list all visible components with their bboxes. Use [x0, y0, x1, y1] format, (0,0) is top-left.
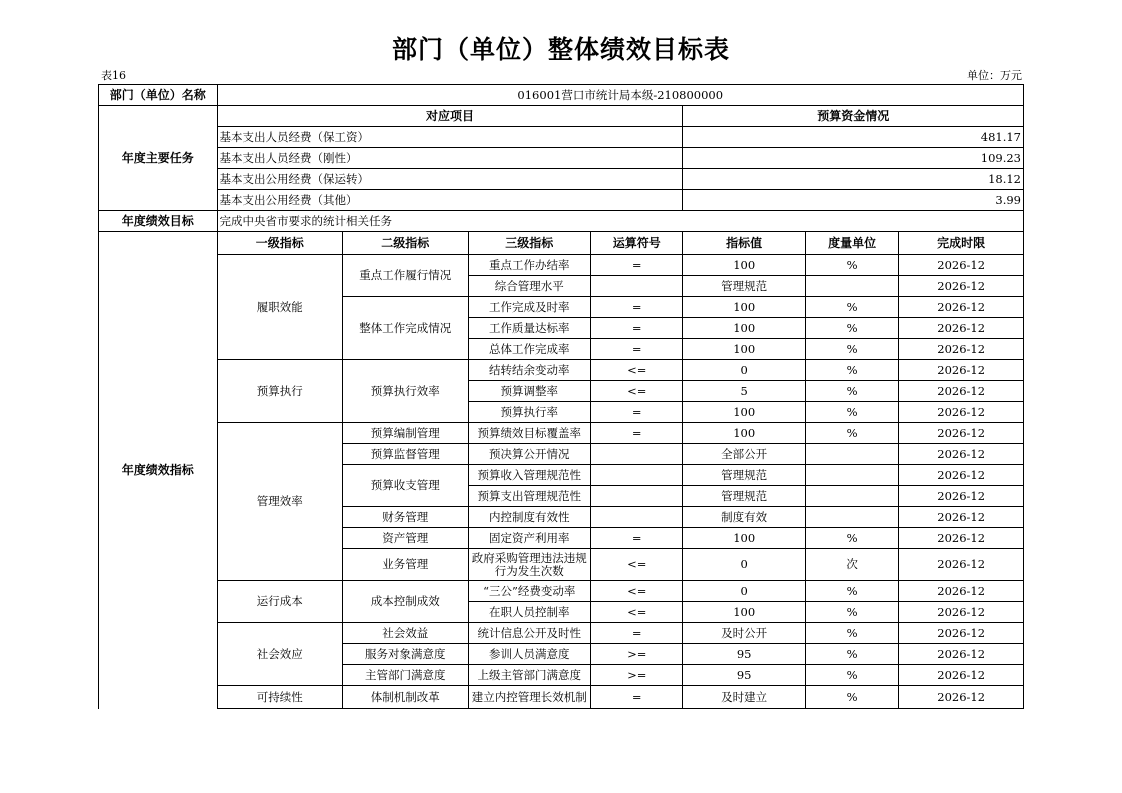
level2-cell: 财务管理: [343, 507, 469, 528]
task-amount: 109.23: [683, 148, 1024, 169]
level3-cell: 内控制度有效性: [468, 507, 591, 528]
indicator-row: [99, 581, 1024, 602]
task-item: 基本支出公用经费（保运转）: [217, 169, 683, 190]
level2-cell: 体制机制改革: [343, 686, 469, 709]
level3-cell: 预算收入管理规范性: [468, 465, 591, 486]
operator-cell: <=: [591, 381, 683, 402]
unit-cell: %: [805, 360, 898, 381]
operator-cell: <=: [591, 581, 683, 602]
deadline-cell: 2026-12: [899, 423, 1024, 444]
deadline-cell: 2026-12: [899, 486, 1024, 507]
operator-cell: [591, 486, 683, 507]
unit-cell: [805, 444, 898, 465]
indicator-header-row: [99, 232, 1024, 255]
value-cell: 及时建立: [683, 686, 806, 709]
unit-cell: 次: [805, 549, 898, 581]
operator-cell: =: [591, 402, 683, 423]
operator-cell: <=: [591, 360, 683, 381]
value-cell: 100: [683, 423, 806, 444]
level1-cell: 预算执行: [217, 360, 343, 423]
unit-cell: %: [805, 602, 898, 623]
deadline-cell: 2026-12: [899, 297, 1024, 318]
unit-cell: %: [805, 402, 898, 423]
col-item-header: 对应项目: [217, 106, 683, 127]
level3-cell: 预算执行率: [468, 402, 591, 423]
value-cell: 制度有效: [683, 507, 806, 528]
header-level2: 二级指标: [343, 232, 469, 255]
operator-cell: =: [591, 686, 683, 709]
level1-cell: 履职效能: [217, 255, 343, 360]
goal-row: [99, 211, 1024, 232]
task-item: 基本支出人员经费（刚性）: [217, 148, 683, 169]
unit-cell: %: [805, 665, 898, 686]
level3-cell: 参训人员满意度: [468, 644, 591, 665]
level3-cell: 结转结余变动率: [468, 360, 591, 381]
value-cell: 管理规范: [683, 276, 806, 297]
task-row: [99, 148, 1024, 169]
page-title: 部门（单位）整体绩效目标表: [391, 35, 730, 64]
deadline-cell: 2026-12: [899, 360, 1024, 381]
operator-cell: [591, 465, 683, 486]
operator-cell: =: [591, 255, 683, 276]
operator-cell: [591, 444, 683, 465]
value-cell: 0: [683, 549, 806, 581]
task-amount: 481.17: [683, 127, 1024, 148]
unit-label: 单位：万元: [967, 69, 1022, 82]
level2-cell: 重点工作履行情况: [343, 255, 469, 297]
indicator-row: [99, 686, 1024, 709]
unit-cell: %: [805, 423, 898, 444]
unit-cell: %: [805, 255, 898, 276]
operator-cell: >=: [591, 665, 683, 686]
level1-cell: 管理效率: [217, 423, 343, 581]
operator-cell: =: [591, 318, 683, 339]
level3-cell: 预算调整率: [468, 381, 591, 402]
dept-value: 016001营口市统计局本级-210800000: [217, 85, 1024, 106]
operator-cell: <=: [591, 549, 683, 581]
unit-cell: [805, 276, 898, 297]
deadline-cell: 2026-12: [899, 444, 1024, 465]
unit-cell: %: [805, 581, 898, 602]
deadline-cell: 2026-12: [899, 465, 1024, 486]
level3-cell: 预算支出管理规范性: [468, 486, 591, 507]
deadline-cell: 2026-12: [899, 507, 1024, 528]
deadline-cell: 2026-12: [899, 339, 1024, 360]
unit-cell: [805, 507, 898, 528]
level3-cell: 综合管理水平: [468, 276, 591, 297]
value-cell: 100: [683, 297, 806, 318]
task-row: [99, 190, 1024, 211]
level2-cell: 主管部门满意度: [343, 665, 469, 686]
unit-cell: %: [805, 339, 898, 360]
tasks-label: 年度主要任务: [99, 106, 218, 211]
value-cell: 0: [683, 581, 806, 602]
value-cell: 100: [683, 318, 806, 339]
deadline-cell: 2026-12: [899, 276, 1024, 297]
unit-cell: %: [805, 381, 898, 402]
operator-cell: =: [591, 423, 683, 444]
value-cell: 全部公开: [683, 444, 806, 465]
unit-cell: %: [805, 297, 898, 318]
value-cell: 95: [683, 644, 806, 665]
operator-cell: [591, 507, 683, 528]
dept-row: [99, 85, 1024, 106]
operator-cell: =: [591, 623, 683, 644]
deadline-cell: 2026-12: [899, 686, 1024, 709]
value-cell: 0: [683, 360, 806, 381]
value-cell: 95: [683, 665, 806, 686]
dept-label: 部门（单位）名称: [99, 85, 218, 106]
header-unit: 度量单位: [805, 232, 898, 255]
operator-cell: <=: [591, 602, 683, 623]
level2-cell: 资产管理: [343, 528, 469, 549]
task-amount: 18.12: [683, 169, 1024, 190]
value-cell: 管理规范: [683, 465, 806, 486]
deadline-cell: 2026-12: [899, 528, 1024, 549]
value-cell: 100: [683, 602, 806, 623]
level3-cell: 预决算公开情况: [468, 444, 591, 465]
tasks-header-row: [99, 106, 1024, 127]
level3-cell: 重点工作办结率: [468, 255, 591, 276]
header-operator: 运算符号: [591, 232, 683, 255]
level3-cell: 上级主管部门满意度: [468, 665, 591, 686]
value-cell: 100: [683, 402, 806, 423]
deadline-cell: 2026-12: [899, 549, 1024, 581]
value-cell: 管理规范: [683, 486, 806, 507]
indicators-label: 年度绩效指标: [99, 232, 218, 709]
unit-cell: %: [805, 623, 898, 644]
level2-cell: 预算收支管理: [343, 465, 469, 507]
deadline-cell: 2026-12: [899, 665, 1024, 686]
level1-cell: 可持续性: [217, 686, 343, 709]
task-item: 基本支出人员经费（保工资）: [217, 127, 683, 148]
unit-cell: [805, 465, 898, 486]
level3-cell: 固定资产利用率: [468, 528, 591, 549]
value-cell: 5: [683, 381, 806, 402]
operator-cell: [591, 276, 683, 297]
performance-table: [98, 84, 1024, 709]
value-cell: 100: [683, 339, 806, 360]
level3-cell: 在职人员控制率: [468, 602, 591, 623]
level2-cell: 业务管理: [343, 549, 469, 581]
header-value: 指标值: [683, 232, 806, 255]
goal-value: 完成中央省市要求的统计相关任务: [217, 211, 1024, 232]
level2-cell: 预算编制管理: [343, 423, 469, 444]
header-level3: 三级指标: [468, 232, 591, 255]
level2-cell: 预算执行效率: [343, 360, 469, 423]
level3-cell: 统计信息公开及时性: [468, 623, 591, 644]
value-cell: 100: [683, 528, 806, 549]
value-cell: 及时公开: [683, 623, 806, 644]
indicator-row: [99, 255, 1024, 276]
level3-cell: 建立内控管理长效机制: [468, 686, 591, 709]
deadline-cell: 2026-12: [899, 623, 1024, 644]
level3-cell: “三公”经费变动率: [468, 581, 591, 602]
level1-cell: 运行成本: [217, 581, 343, 623]
operator-cell: =: [591, 528, 683, 549]
deadline-cell: 2026-12: [899, 381, 1024, 402]
level3-cell: 工作质量达标率: [468, 318, 591, 339]
unit-cell: [805, 486, 898, 507]
unit-cell: %: [805, 528, 898, 549]
deadline-cell: 2026-12: [899, 644, 1024, 665]
deadline-cell: 2026-12: [899, 581, 1024, 602]
level3-cell: 工作完成及时率: [468, 297, 591, 318]
header-level1: 一级指标: [217, 232, 343, 255]
table-number: 表16: [101, 69, 126, 82]
header-deadline: 完成时限: [899, 232, 1024, 255]
level3-cell: 政府采购管理违法违规行为发生次数: [468, 549, 591, 581]
indicator-row: [99, 423, 1024, 444]
value-cell: 100: [683, 255, 806, 276]
indicator-row: [99, 360, 1024, 381]
operator-cell: >=: [591, 644, 683, 665]
col-budget-header: 预算资金情况: [683, 106, 1024, 127]
goal-label: 年度绩效目标: [99, 211, 218, 232]
task-row: [99, 127, 1024, 148]
level3-cell: 总体工作完成率: [468, 339, 591, 360]
unit-cell: %: [805, 318, 898, 339]
operator-cell: =: [591, 339, 683, 360]
level3-cell: 预算绩效目标覆盖率: [468, 423, 591, 444]
level2-cell: 服务对象满意度: [343, 644, 469, 665]
indicator-row: [99, 623, 1024, 644]
unit-cell: %: [805, 644, 898, 665]
level2-cell: 成本控制成效: [343, 581, 469, 623]
task-amount: 3.99: [683, 190, 1024, 211]
task-row: [99, 169, 1024, 190]
deadline-cell: 2026-12: [899, 602, 1024, 623]
deadline-cell: 2026-12: [899, 318, 1024, 339]
level2-cell: 社会效益: [343, 623, 469, 644]
operator-cell: =: [591, 297, 683, 318]
task-item: 基本支出公用经费（其他）: [217, 190, 683, 211]
deadline-cell: 2026-12: [899, 255, 1024, 276]
level2-cell: 整体工作完成情况: [343, 297, 469, 360]
unit-cell: %: [805, 686, 898, 709]
deadline-cell: 2026-12: [899, 402, 1024, 423]
level1-cell: 社会效应: [217, 623, 343, 686]
level2-cell: 预算监督管理: [343, 444, 469, 465]
